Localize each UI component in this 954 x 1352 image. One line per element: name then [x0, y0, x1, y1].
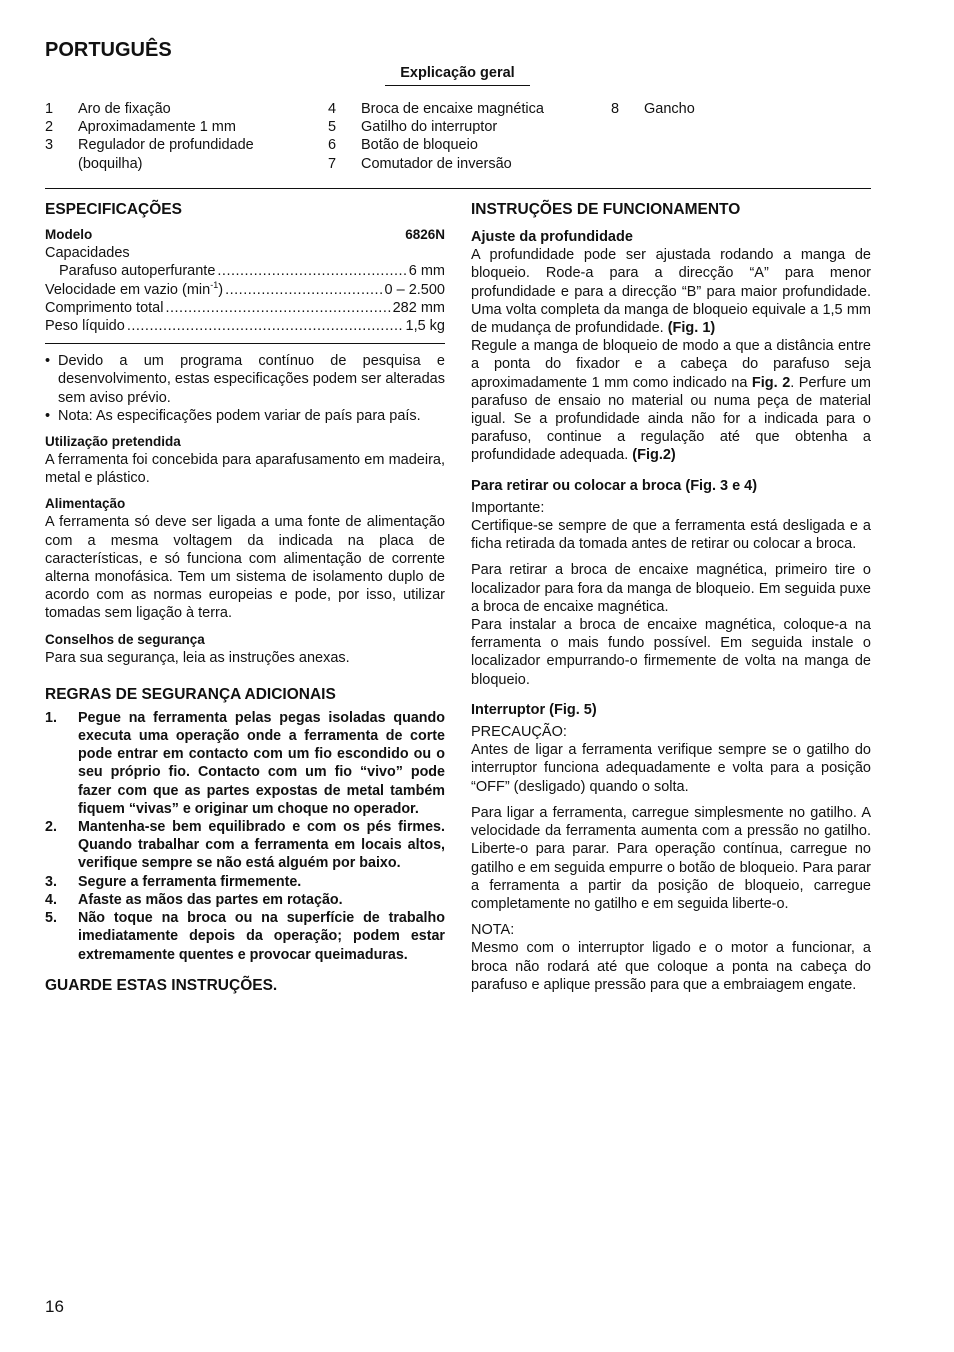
spec-leader-dots: [225, 281, 382, 299]
legend-number: 6: [328, 137, 337, 154]
spec-row: [45, 317, 445, 335]
legend-item: [45, 100, 315, 118]
spec-value: 6 mm: [408, 263, 445, 280]
rule-item: 5. Não toque na broca ou na superfície de trabalho imediatamente depois da operação; podem estar extremamente quentes e provocar queimaduras.: [45, 910, 445, 963]
rule-item: 1. Pegue na ferramenta pelas pegas isoladas quando executa uma operação onde a ferramenta de corte pode entrar em contacto com um fio escondido ou o seu próprio fio. Contacto com um fio “vivo” pode fazer com que as partes expostas de metal também fiquem “vivas” e originar um choque no operador.: [45, 709, 445, 817]
save-instructions-heading: GUARDE ESTAS INSTRUÇÕES.: [45, 976, 278, 994]
spec-label: Parafuso autoperfurante: [59, 263, 216, 280]
bullet-mark: •: [45, 353, 51, 370]
power-heading: Alimentação: [45, 496, 126, 512]
legend-item: [328, 118, 588, 136]
rule-item: 2. Mantenha-se bem equilibrado e com os pés firmes. Quando trabalhar com a ferramenta em locais altos, verifique sempre se não está alguém por baixo.: [45, 819, 445, 872]
rule-item: 3. Segure a ferramenta firmemente.: [45, 873, 302, 890]
spec-label: Comprimento total: [45, 299, 164, 316]
legend-item: [45, 136, 315, 172]
legend-number: 1: [45, 101, 54, 117]
switch-paragraph-2: Para ligar a ferramenta, carregue simplesmente no gatilho. A velocidade da ferramenta aumenta com a pressão no gatilho. Liberte-o para parar. Para operação contínua, carregue no gatilho e em seguida empurre o botão de bloqueio. Para parar a ferramenta a partir da posição de bloqueio, carregue completamente no gatilho e em seguida liberte-o.: [471, 804, 871, 912]
spec-row: [45, 281, 445, 299]
spec-row: [45, 299, 445, 317]
spec-note: • Devido a um programa contínuo de pesquisa e desenvolvimento, estas especificações podem ser alteradas sem aviso prévio.: [45, 353, 445, 406]
depth-paragraph-2: Regule a manga de bloqueio de modo a que a distância entre a ponta do fixador e a cabeça do parafuso seja aproximadamente 1 mm como indicado na Fig. 2. Perfure um parafuso de ensaio no material ou numa peça de material igual. Se a profundidade ainda não for a indicada para o parafuso, continue a regulação até que obtenha a profundidade adequada. (Fig.2): [471, 338, 871, 464]
legend-text: Aproximadamente 1 mm: [78, 119, 236, 136]
legend-text: Comutador de inversão: [361, 155, 512, 172]
spec-value: 1,5 kg: [405, 318, 445, 335]
legend-item: [45, 118, 315, 136]
spec-model-value: 6826N: [405, 227, 445, 242]
spec-leader-dots: [127, 317, 404, 335]
section-divider: [45, 188, 871, 189]
legend-text: Gancho: [644, 101, 695, 117]
legend-text: Botão de bloqueio: [361, 137, 478, 154]
bullet-mark: •: [45, 407, 51, 424]
bit-paragraph-2: Para retirar a broca de encaixe magnética, primeiro tire o localizador para fora da manga de bloqueio. Em seguida puxe a broca de encaixe magnética.: [471, 562, 871, 615]
rule-item: 4. Afaste as mãos das partes em rotação.: [45, 891, 343, 908]
legend-text: Aro de fixação: [78, 101, 171, 117]
additional-rules-list: [45, 709, 445, 964]
legend-item: [328, 155, 588, 173]
switch-caution-label: PRECAUÇÃO:: [471, 724, 567, 741]
legend-item: [611, 100, 811, 118]
legend-text: Regulador de profundidade (boquilha): [78, 137, 254, 172]
legend-column-2: [328, 100, 588, 173]
legend-number: 7: [328, 155, 337, 172]
legend-number: 5: [328, 119, 337, 136]
legend-number: 3: [45, 137, 54, 154]
legend-column-1: [45, 100, 315, 173]
spec-capacities-label: Capacidades: [45, 245, 130, 262]
specifications-heading: ESPECIFICAÇÕES: [45, 201, 182, 218]
spec-model-row: [45, 226, 445, 244]
switch-paragraph-1: Antes de ligar a ferramenta verifique sempre se o gatilho do interruptor funciona adequadamente e volta para a posição “OFF” (desligado) quando o solta.: [471, 742, 871, 795]
intended-use-heading: Utilização pretendida: [45, 434, 181, 450]
switch-heading: Interruptor (Fig. 5): [471, 701, 597, 718]
power-text: A ferramenta só deve ser ligada a uma fonte de alimentação com a mesma voltagem da indicada na placa de características, e só funciona com alimentação de corrente alterna monofásica. Tem um sistema de isolamento duplo de acordo com as normas europeias e pode, por isso, utilizar tomadas sem ligação à terra.: [45, 514, 445, 622]
safety-heading: Conselhos de segurança: [45, 631, 205, 647]
additional-rules-heading: REGRAS DE SEGURANÇA ADICIONAIS: [45, 685, 336, 703]
bit-heading: Para retirar ou colocar a broca (Fig. 3 e 4): [471, 477, 758, 494]
intended-use-text: A ferramenta foi concebida para aparafusamento em madeira, metal e plástico.: [45, 452, 445, 487]
legend-number: 4: [328, 101, 337, 117]
bit-paragraph-1: Certifique-se sempre de que a ferramenta está desligada e a ficha retirada da tomada antes de retirar ou colocar a broca.: [471, 518, 871, 553]
spec-leader-dots: [217, 262, 406, 280]
legend-number: 8: [611, 101, 620, 117]
spec-value: 0 – 2.500: [384, 281, 445, 298]
spec-label: Peso líquido: [45, 318, 125, 335]
spec-model-label: Modelo: [45, 227, 93, 242]
switch-note-label: NOTA:: [471, 922, 515, 939]
legend-column-3: [611, 100, 811, 118]
spec-row: [45, 262, 445, 280]
safety-text: Para sua segurança, leia as instruções anexas.: [45, 649, 350, 666]
legend-item: [328, 136, 588, 154]
legend-item: [328, 100, 588, 118]
switch-paragraph-3: Mesmo com o interruptor ligado e o motor a funcionar, a broca não rodará até que coloque a ponta na cabeça do parafuso e aplique pressão para que a embraiagem engate.: [471, 940, 871, 993]
spec-label: Velocidade em vazio $(\min^{-1})$: [45, 279, 224, 298]
legend-text: Broca de encaixe magnética: [361, 101, 544, 117]
operation-heading: INSTRUÇÕES DE FUNCIONAMENTO: [471, 201, 741, 218]
spec-value: 282 mm: [392, 299, 445, 316]
bit-important-label: Importante:: [471, 499, 545, 516]
general-explanation-title: Explicação geral: [385, 64, 530, 86]
depth-heading: Ajuste da profundidade: [471, 229, 633, 245]
spec-note: • Nota: As especificações podem variar de país para país.: [45, 407, 421, 424]
legend-text: Gatilho do interruptor: [361, 119, 498, 136]
depth-paragraph-1: A profundidade pode ser ajustada rodando a manga de bloqueio. Rode-a para a direcção “A” para menor profundidade e para a direcção “B” para maior profundidade. Uma volta completa da manga de bloqueio equivale a 1,5 mm de mudança de profundidade. (Fig. 1): [471, 247, 871, 337]
language-heading: PORTUGUÊS: [45, 39, 172, 61]
left-column: [45, 200, 445, 996]
bit-paragraph-3: Para instalar a broca de encaixe magnética, coloque-a na ferramenta o mais fundo possível. Em seguida instale o localizador empurrando-o firmemente de volta na manga de bloqueio.: [471, 617, 871, 688]
spec-leader-dots: [165, 299, 390, 317]
spec-notes: [45, 343, 445, 425]
right-column: [471, 200, 871, 994]
legend-number: 2: [45, 119, 54, 136]
page-number: 16: [45, 1297, 64, 1316]
